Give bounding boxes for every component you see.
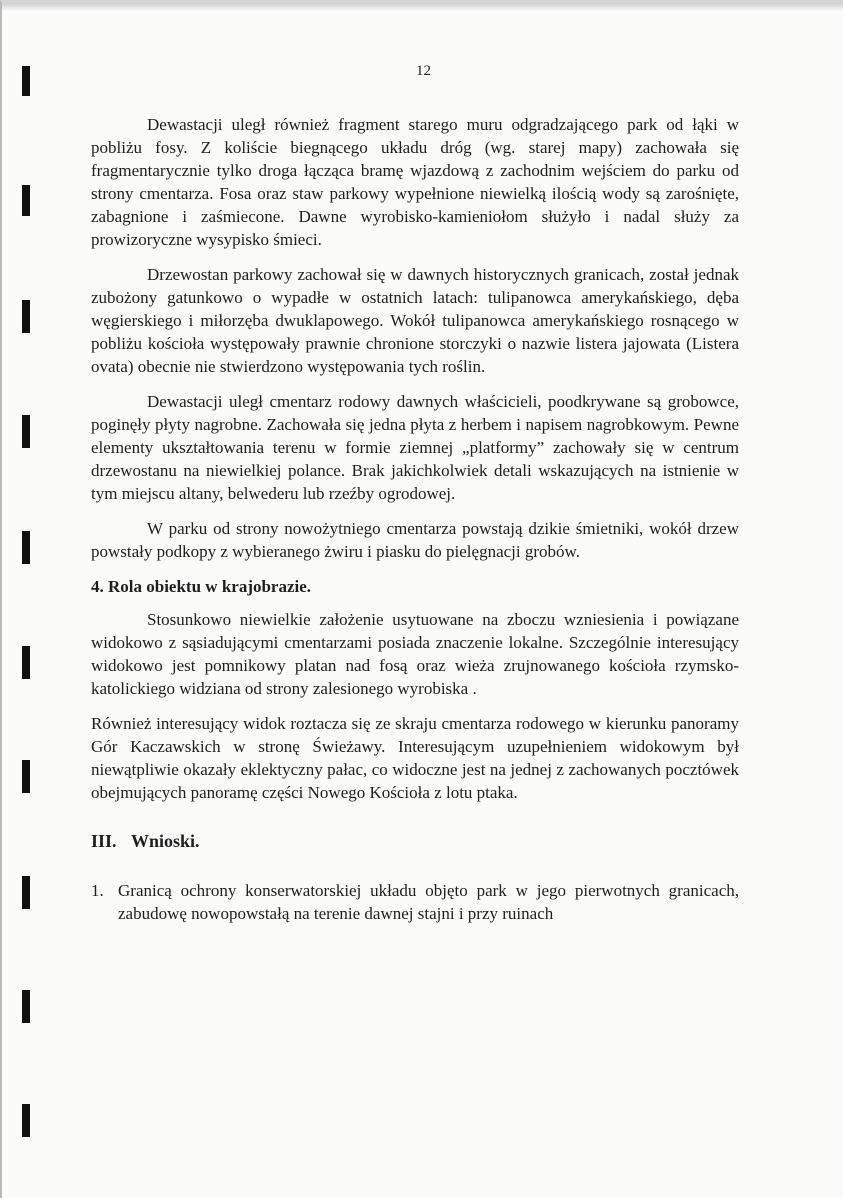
scan-marker — [22, 876, 30, 909]
paragraph: Dewastacji uległ cmentarz rodowy dawnych właścicieli, poodkrywane są grobowce, poginęły płyty nagrobne. Zachowała się jedna płyta z herbem i napisem nagrobkowym. Pewne elementy ukształtowania terenu w formie ziemnej „platformy” zachowały się w centrum drzewostanu na niewielkiej polance. Brak jakichkolwiek detali wskazujących na istnienie w tym miejscu altany, belwederu lub rzeźby ogrodowej. — [91, 392, 739, 503]
paragraph: Dewastacji uległ również fragment starego muru odgradzającego park od łąki w pobliżu fosy. Z koliście biegnącego układu dróg (wg. starej mapy) zachowała się fragmentarycznie tylko droga łącząca bramę wjazdową z zachodnim wejściem do parku od strony cmentarza. Fosa oraz staw parkowy wypełnione niewielką ilością wody są zarośnięte, zabagnione i zaśmiecone. Dawne wyrobisko-kamieniołom służyło i nadal służy za prowizoryczne wysypisko śmieci. — [91, 115, 739, 249]
paragraph: W parku od strony nowożytniego cmentarza powstają dzikie śmietniki, wokół drzew powstały podkopy z wybieranego żwiru i piasku do pielęgnacji grobów. — [91, 519, 739, 561]
paragraph: Stosunkowo niewielkie założenie usytuowane na zboczu wzniesienia i powiązane widokowo z sąsiadującymi cmentarzami posiada znaczenie lokalne. Szczególnie interesujący widokowo jest pomnikowy platan nad fosą oraz wieża zrujnowanego kościoła rzymsko-katolickiego widziana od strony zalesionego wyrobiska . — [91, 610, 739, 698]
paragraph: Również interesujący widok roztacza się ze skraju cmentarza rodowego w kierunku panoramy Gór Kaczawskich w stronę Świeżawy. Interesującym uzupełnieniem widokowym był niewątpliwie okazały eklektyczny pałac, co widoczne jest na jednej z zachowanych pocztówek obejmujących panoramę części Nowego Kościoła z lotu ptaka. — [91, 714, 739, 802]
chapter-number: III. — [91, 831, 117, 851]
list-item-text: Granicą ochrony konserwatorskiej układu objęto park w jego pierwotnych granicach, zabudowę nowopowstałą na terenie dawnej stajni i przy ruinach — [118, 881, 739, 923]
scan-marker — [22, 990, 30, 1023]
paragraph: Drzewostan parkowy zachował się w dawnych historycznych granicach, został jednak zubożony gatunkowo o wypadłe w ostatnich latach: tulipanowca amerykańskiego, dęba węgierskiego i miłorzęba dwuklapowego. Wokół tulipanowca amerykańskiego rosnącego w pobliżu kościoła występowały prawnie chronione storczyki o nazwie listera jajowata (Listera ovata) obecnie nie stwierdzono występowania tych roślin. — [91, 265, 739, 376]
scan-marker — [22, 185, 30, 216]
scan-marker — [22, 300, 30, 333]
chapter-title: Wnioski. — [131, 831, 200, 851]
list-item-number: 1. — [91, 881, 104, 900]
chapter-heading — [91, 830, 739, 853]
scan-marker — [22, 646, 30, 679]
page-number: 12 — [416, 63, 431, 79]
scan-marker — [22, 415, 30, 448]
scan-edge-shadow — [2, 3, 843, 11]
scan-marker — [22, 760, 30, 793]
scan-marker — [22, 1104, 30, 1137]
section-heading: 4. Rola obiektu w krajobrazie. — [91, 577, 312, 596]
document-body — [91, 113, 739, 925]
scan-marker — [22, 531, 30, 564]
list-item — [91, 879, 739, 925]
